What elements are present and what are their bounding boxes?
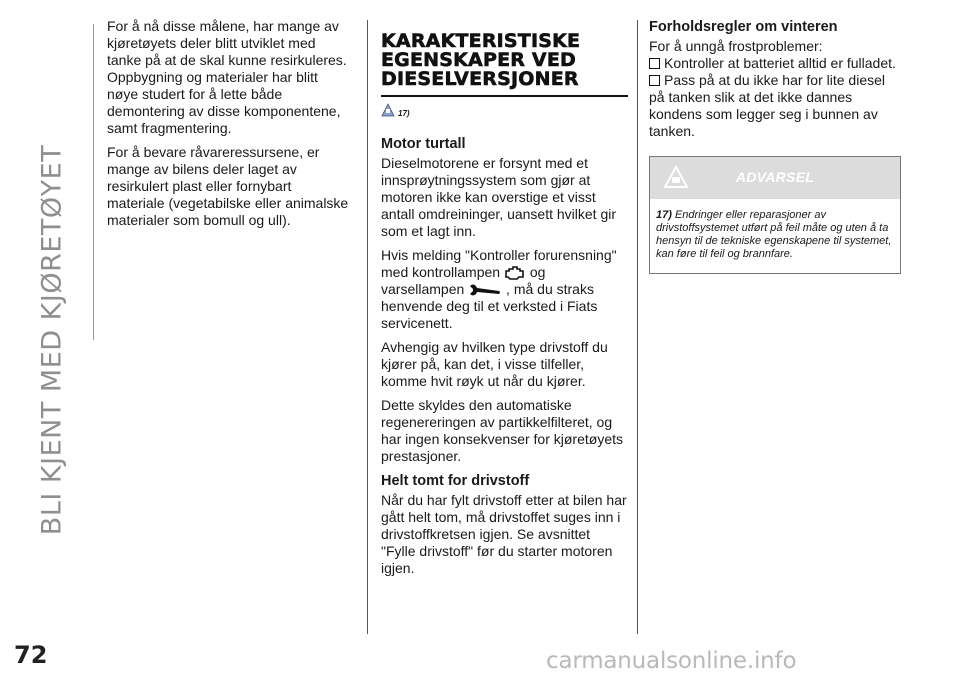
warning-title: ADVARSEL	[735, 169, 815, 185]
winter-intro: For å unngå frostproblemer:	[649, 38, 823, 54]
heading-underline	[381, 95, 628, 97]
reference-number: 17)	[398, 109, 410, 118]
side-divider	[93, 24, 94, 340]
section-heading: KARAKTERISTISKE EGENSKAPER VED DIESELVERSJONER	[381, 30, 581, 90]
paragraph-recycling: For å nå disse målene, har mange av kjøretøyets deler blitt utviklet med tanke på at de skal kunne resirkuleres. Oppbygning og materialer har blitt nøye studert for å lette både demontering av disse komponentene, samt fragmentering.	[107, 18, 347, 136]
column-1	[107, 18, 352, 236]
checkbox-bullet-icon	[649, 58, 660, 69]
column-divider-1	[367, 20, 368, 634]
column-divider-2	[637, 20, 638, 634]
column-2	[381, 18, 628, 584]
paragraph-engine-speed: Dieselmotorene er forsynt med et innsprøytningssystem som gjør at motoren ikke kan overstige et visst antall omdreininger, uansett hvilket gir som et lagt inn.	[381, 155, 617, 239]
section-side-title: BLI KJENT MED KJØRETØYET	[36, 144, 68, 536]
warning-box	[649, 156, 901, 274]
page-number: 72	[14, 641, 48, 669]
paragraph-regeneration: Dette skyldes den automatiske regenereringen av partikkelfilteret, og har ingen konsekvenser for kjøretøyets prestasjoner.	[381, 397, 623, 464]
warning-text: Endringer eller reparasjoner av drivstoffsystemet utført på feil måte og uten å ta hensyn til de tekniske egenskapene til systemet, kan føre til feil og brannfare.	[656, 209, 892, 260]
paragraph-pollution-message	[381, 247, 628, 332]
paragraph-condensation: på tanken slik at det ikke dannes kondens som legger seg i bunnen av tanken.	[649, 89, 878, 139]
heading-winter: Forholdsregler om vinteren	[649, 19, 838, 35]
paragraph-materials: For å bevare råvareressursene, er mange av bilens deler laget av resirkulert plast eller fornybart materiale (vegetabilske eller animalske materialer som bomull og ull).	[107, 144, 349, 228]
heading-empty-tank: Helt tomt for drivstoff	[381, 473, 530, 489]
warning-driver-icon	[381, 103, 395, 117]
list-item	[649, 55, 901, 72]
bullet-text: Pass på at du ikke har for lite diesel	[664, 72, 886, 88]
warning-header	[650, 157, 900, 199]
column-3	[649, 18, 901, 274]
bullet-text: Kontroller at batteriet alltid er fulladet.	[664, 55, 896, 71]
warning-number: 17)	[656, 209, 672, 221]
pollution-text-c: , må du straks henvende deg til et verksted i Fiats servicenett.	[381, 281, 598, 331]
engine-check-icon	[504, 266, 526, 280]
list-item	[649, 72, 901, 89]
warning-reference	[381, 103, 628, 131]
wrench-icon	[468, 283, 502, 297]
warning-body	[650, 199, 900, 273]
heading-engine-speed: Motor turtall	[381, 136, 466, 152]
checkbox-bullet-icon	[649, 75, 660, 86]
paragraph-white-smoke: Avhengig av hvilken type drivstoff du kjører på, kan det, i visse tilfeller, komme hvit røyk ut når du kjører.	[381, 339, 608, 389]
pollution-text-b: og varsellampen	[381, 264, 546, 297]
pollution-text-a: Hvis melding "Kontroller forurensning" med kontrollampen	[381, 247, 617, 280]
watermark: carmanualsonline.info	[546, 648, 797, 674]
paragraph-empty-tank: Når du har fylt drivstoff etter at bilen har gått helt tom, må drivstoffet suges inn i drivstoffkretsen igjen. Se avsnittet "Fylle drivstoff" før du starter motoren igjen.	[381, 492, 627, 576]
